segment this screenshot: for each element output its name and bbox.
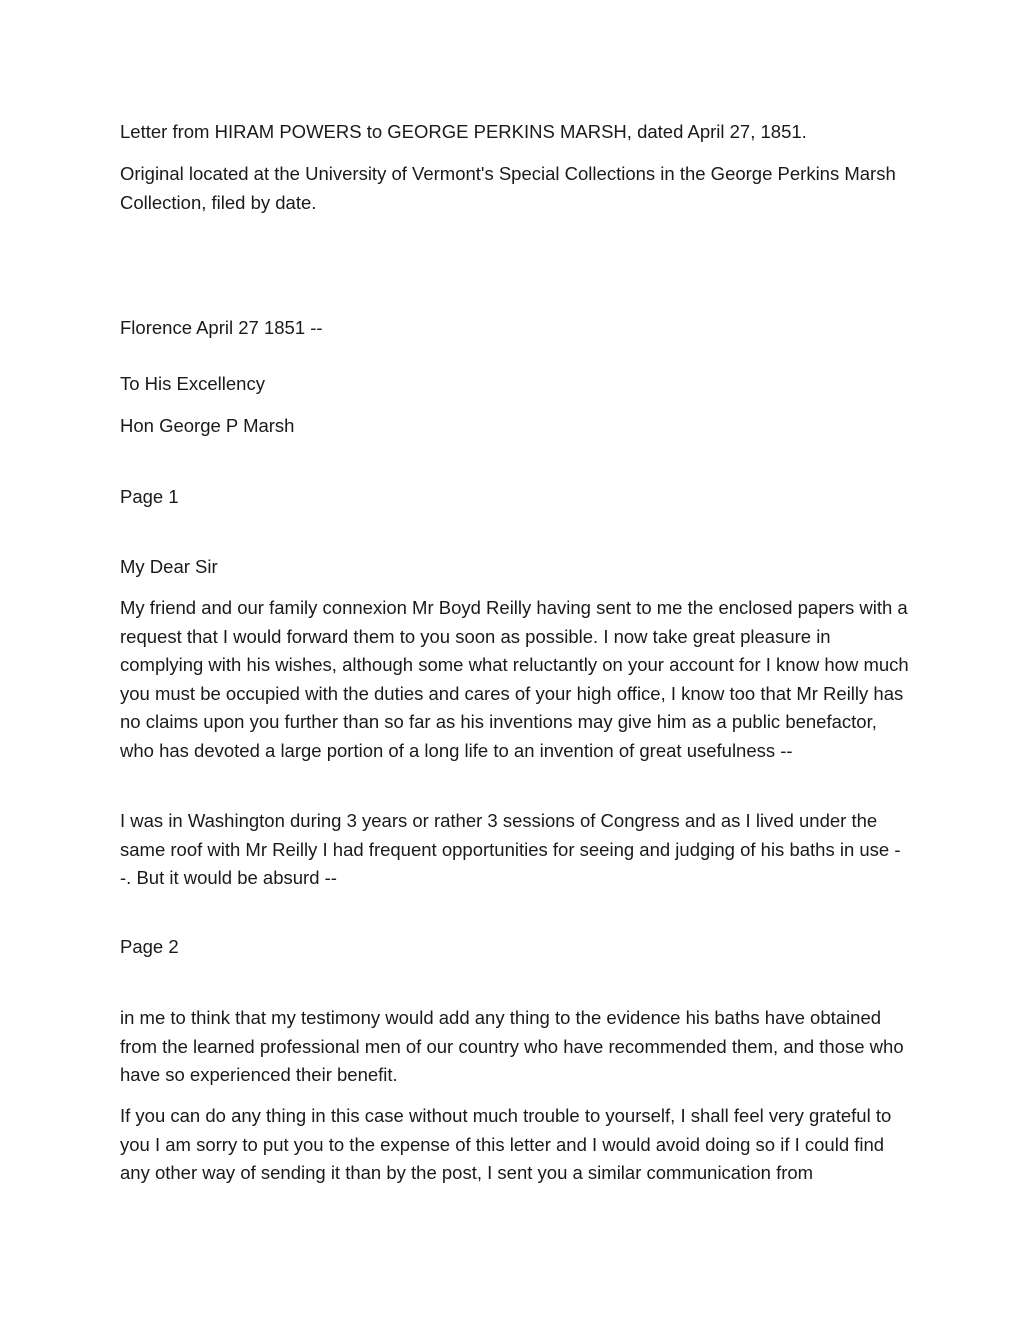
paragraph-3: in me to think that my testimony would add any thing to the evidence his baths have obtained from the learned professional men of our country who have recommended them, and those who have so experienced their benefit. xyxy=(120,1007,904,1085)
address-line-1: To His Excellency xyxy=(120,373,265,394)
paragraph-2: I was in Washington during 3 years or rather 3 sessions of Congress and as I lived under the same roof with Mr Reilly I had frequent opportunities for seeing and judging of his baths in use --. But it would be absurd -- xyxy=(120,810,901,888)
page-marker-2: Page 2 xyxy=(120,936,179,957)
salutation: My Dear Sir xyxy=(120,556,218,577)
address-line-2: Hon George P Marsh xyxy=(120,415,295,436)
paragraph-4: If you can do any thing in this case without much trouble to yourself, I shall feel very grateful to you I am sorry to put you to the expense of this letter and I would avoid doing so if I could find any other way of sending it than by the post, I sent you a similar communication from xyxy=(120,1105,892,1183)
paragraph-1: My friend and our family connexion Mr Boyd Reilly having sent to me the enclosed papers with a request that I would forward them to you soon as possible. I now take great pleasure in complying with his wishes, although some what reluctantly on your account for I know how much you must be occupied with the duties and cares of your high office, I know too that Mr Reilly has no claims upon you further than so far as his inventions may give him as a public benefactor, who has devoted a large portion of a long life to an invention of great usefulness -- xyxy=(120,597,909,761)
source-note: Original located at the University of Vermont's Special Collections in the George Perkins Marsh Collection, filed by date. xyxy=(120,163,896,213)
page-marker-1: Page 1 xyxy=(120,486,179,507)
document-title: Letter from HIRAM POWERS to GEORGE PERKINS MARSH, dated April 27, 1851. xyxy=(120,121,807,142)
letter-dateline: Florence April 27 1851 -- xyxy=(120,317,323,338)
